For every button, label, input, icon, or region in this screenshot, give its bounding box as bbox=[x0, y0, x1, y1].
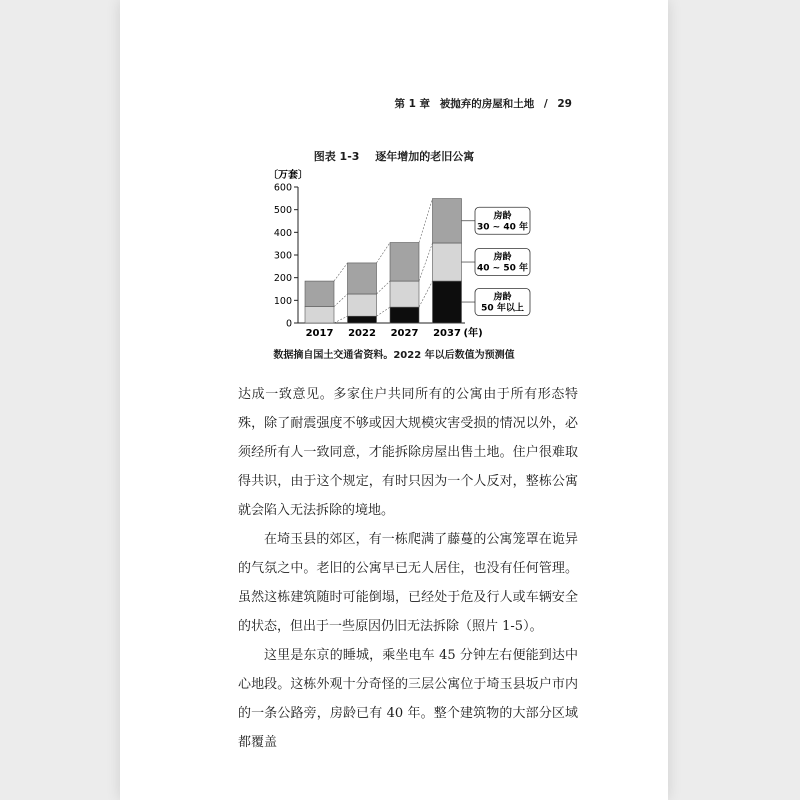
header-separator: / bbox=[543, 98, 548, 110]
chapter-title: 被抛弃的房屋和土地 bbox=[439, 98, 535, 110]
series-label: 房龄 bbox=[493, 292, 512, 303]
bar-segment bbox=[390, 307, 419, 323]
connector-line bbox=[334, 294, 348, 307]
figure-source-note: 数据摘自国土交通省资料。2022 年以后数值为预测值 bbox=[273, 350, 515, 361]
series-label: 房龄 bbox=[493, 211, 512, 222]
body-paragraph: 在埼玉县的郊区，有一栋爬满了藤蔓的公寓笼罩在诡异的气氛之中。老旧的公寓早已无人居住，也没有任何管理。虽然这栋建筑随时可能倒塌，已经处于危及行人或车辆安全的状态，但出于一些原因仍旧无法拆除（照片 1-5）。 bbox=[238, 532, 578, 634]
figure-caption: 逐年增加的老旧公寓 bbox=[375, 150, 475, 163]
figure-label: 图表 1-3 bbox=[313, 150, 360, 163]
bar-segment bbox=[348, 316, 377, 323]
y-tick-label: 0 bbox=[285, 318, 292, 330]
connector-line bbox=[419, 243, 433, 281]
connector-line bbox=[377, 281, 391, 294]
y-tick-label: 100 bbox=[273, 295, 292, 307]
y-tick-label: 200 bbox=[273, 273, 292, 285]
body-paragraph: 这里是东京的睡城，乘坐电车 45 分钟左右便能到达中心地段。这栋外观十分奇怪的三层公寓位于埼玉县坂户市内的一条公路旁，房龄已有 40 年。整个建筑物的大部分区域都覆盖 bbox=[238, 648, 578, 750]
bar-segment bbox=[433, 281, 462, 323]
series-label: 房龄 bbox=[493, 252, 512, 263]
bar-segment bbox=[433, 243, 462, 281]
x-tick-label: 2022 bbox=[348, 328, 376, 339]
x-tick-label: 2017 bbox=[305, 328, 334, 339]
book-page bbox=[120, 0, 668, 800]
bar-segment bbox=[390, 281, 419, 307]
y-tick-label: 600 bbox=[273, 182, 292, 194]
connector-line bbox=[419, 281, 433, 307]
bar-segment bbox=[305, 307, 334, 323]
body-text bbox=[238, 380, 578, 757]
y-tick-label: 300 bbox=[273, 250, 292, 262]
bar-segment bbox=[390, 243, 419, 282]
bar-segment bbox=[348, 294, 377, 316]
page-number: 29 bbox=[557, 98, 572, 110]
bar-segment bbox=[348, 263, 377, 294]
x-tick-label: 2037 bbox=[433, 328, 461, 339]
bar-segment bbox=[433, 199, 462, 243]
x-axis-unit-label: (年) bbox=[463, 328, 483, 339]
connector-line bbox=[419, 199, 433, 243]
connector-line bbox=[377, 307, 391, 316]
connector-line bbox=[334, 263, 348, 281]
series-label: 50 年以上 bbox=[481, 303, 524, 314]
bar-segment bbox=[305, 281, 334, 307]
y-tick-label: 500 bbox=[273, 205, 292, 217]
x-tick-label: 2027 bbox=[390, 328, 419, 339]
series-label: 40 ~ 50 年 bbox=[477, 263, 528, 274]
stacked-bar-chart bbox=[120, 0, 668, 345]
y-tick-label: 400 bbox=[273, 227, 292, 239]
y-axis-unit-label: 〔万套〕 bbox=[268, 170, 308, 181]
connector-line bbox=[334, 316, 348, 323]
series-label: 30 ~ 40 年 bbox=[477, 222, 528, 233]
body-paragraph: 达成一致意见。多家住户共同所有的公寓由于所有形态特殊，除了耐震强度不够或因大规模灾害受损的情况以外，必须经所有人一致同意，才能拆除房屋出售土地。住户很难取得共识，由于这个规定，有时只因为一个人反对，整栋公寓就会陷入无法拆除的境地。 bbox=[238, 387, 578, 518]
connector-line bbox=[377, 243, 391, 263]
chapter-number: 第 1 章 bbox=[394, 98, 431, 110]
